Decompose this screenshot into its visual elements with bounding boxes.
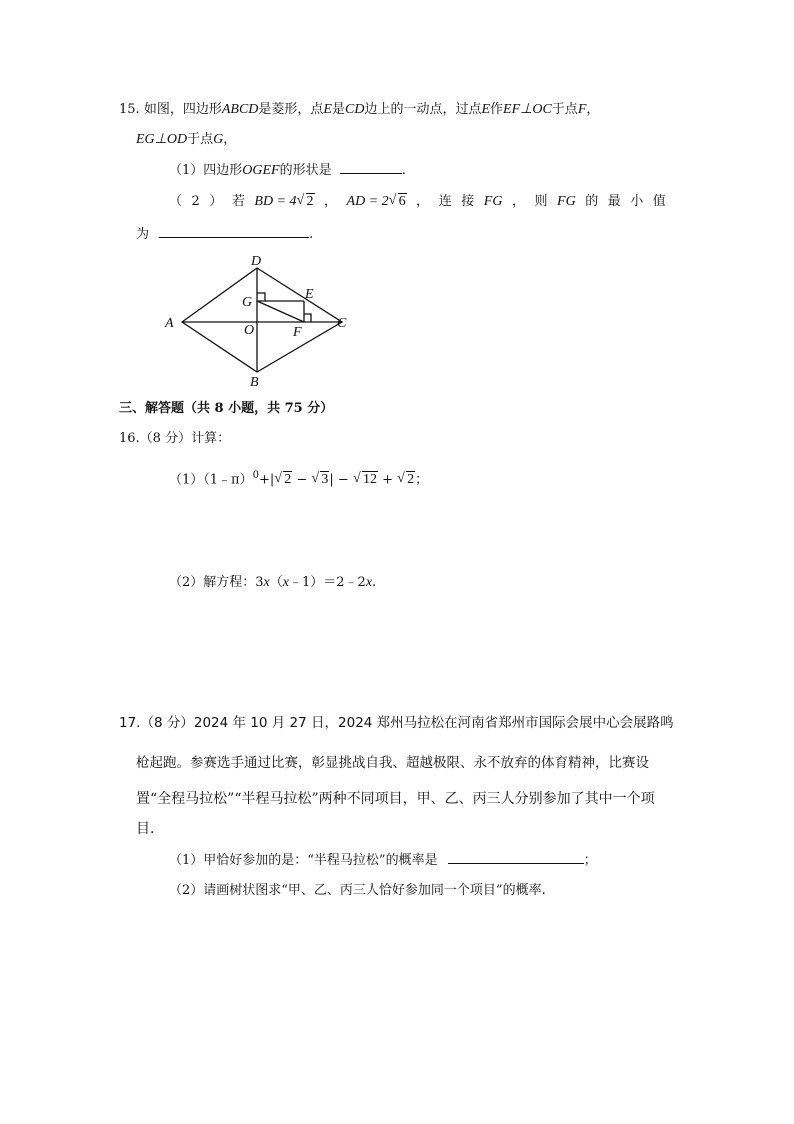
text: 的形状是 <box>279 163 332 178</box>
text: | − <box>329 472 353 488</box>
text: 小 <box>630 194 644 209</box>
math: OGEF <box>242 163 280 178</box>
text: 连 <box>438 194 452 209</box>
text: 为 <box>136 227 150 242</box>
radicand: 3 <box>321 472 329 488</box>
q15-stem-line2 <box>136 131 236 149</box>
math: FG <box>483 194 503 209</box>
radicand: 6 <box>398 194 406 209</box>
math: E <box>323 102 332 117</box>
sqrt: √ 2 <box>296 193 314 209</box>
text: 作 <box>490 102 504 117</box>
text: （1）甲恰好参加的是：“半程马拉松”的概率是 <box>169 853 438 868</box>
math: G <box>213 132 224 147</box>
q16-part2 <box>169 574 376 592</box>
sqrt: √ 3 <box>311 471 329 488</box>
section-title: 三、解答题（共 8 小题，共 75 分） <box>119 401 334 416</box>
q15-part1 <box>169 161 406 180</box>
radicand: 2 <box>306 194 314 209</box>
label-f: F <box>293 325 302 340</box>
q16-part1 <box>169 467 428 489</box>
text: ， <box>324 194 338 209</box>
answer-blank[interactable] <box>340 161 402 174</box>
bd-expression <box>254 193 314 211</box>
text: . <box>372 575 377 590</box>
text: （2）解方程：3 <box>169 575 264 590</box>
q17-line2: 枪起跑。参赛选手通过比赛，彰显挑战自我、超越极限、永不放弃的体育精神，比赛设 <box>136 755 649 771</box>
math: x <box>365 575 373 590</box>
answer-blank[interactable] <box>159 225 309 238</box>
ad-expression <box>347 193 407 211</box>
math: EG⊥OD <box>136 132 188 147</box>
sqrt: √ 2 <box>274 471 292 488</box>
math: CD <box>345 102 365 117</box>
answer-blank[interactable] <box>448 851 584 864</box>
text: 于点 <box>187 132 214 147</box>
label-b: B <box>250 375 259 390</box>
text: + <box>377 472 398 488</box>
right-angle-mark-f <box>304 314 311 322</box>
math: E <box>481 102 491 117</box>
text: ， <box>416 194 430 209</box>
rhombus-abcd <box>182 268 342 372</box>
text: ； <box>583 853 597 868</box>
question-number: 15. <box>119 102 140 117</box>
text: − <box>292 472 312 488</box>
text: 于点 <box>551 102 578 117</box>
math: AD = 2 <box>346 194 389 209</box>
math: x <box>263 575 270 590</box>
label-c: C <box>337 316 347 331</box>
text: ） <box>209 194 223 209</box>
q17-line3: 置“全程马拉松”“半程马拉松”两种不同项目，甲、乙、丙三人分别参加了其中一个项 <box>136 791 655 807</box>
math: F <box>577 102 587 117</box>
label-g: G <box>242 295 253 310</box>
q15-part2-line1 <box>169 193 666 211</box>
text: （1）（1﹣π） <box>169 472 253 488</box>
text: ； <box>415 472 429 488</box>
text: ﹣1）＝2﹣2 <box>289 575 366 590</box>
exponent: 0 <box>252 470 259 481</box>
text: （ <box>169 194 183 209</box>
text: 接 <box>461 194 475 209</box>
text: 最 <box>607 194 621 209</box>
text: 值 <box>652 194 666 209</box>
label-o: O <box>244 323 255 338</box>
q17-part2: （2）请画树状图求“甲、乙、丙三人恰好参加同一个项目”的概率. <box>169 883 546 898</box>
label-d: D <box>251 254 262 269</box>
q17-line1: 17.（8 分）2024 年 10 月 27 日，2024 郑州马拉松在河南省郑州市国际会展中心会展路鸣 <box>119 715 674 731</box>
q15-part2-line2 <box>136 225 313 244</box>
text: 若 <box>231 194 245 209</box>
text: 边上的一动点，过点 <box>364 102 482 117</box>
radicand: 12 <box>362 472 377 488</box>
text: . <box>401 163 406 178</box>
radicand: 2 <box>407 472 415 488</box>
label-e: E <box>305 287 314 302</box>
sqrt: √ 2 <box>397 471 415 488</box>
rhombus-figure <box>160 250 360 390</box>
q17-part1 <box>169 851 597 870</box>
math: FG <box>557 194 576 209</box>
math: BD = 4 <box>254 194 297 209</box>
text: . <box>309 227 314 242</box>
math: EF⊥OC <box>503 102 552 117</box>
text: 如图，四边形 <box>143 102 222 117</box>
sqrt: √ 12 <box>352 471 377 488</box>
text: 2 <box>191 194 200 209</box>
math: x <box>282 575 289 590</box>
text: （ <box>269 575 283 590</box>
radicand: 2 <box>284 472 292 488</box>
label-a: A <box>165 316 174 331</box>
text: +| <box>258 472 275 488</box>
text: ， <box>223 132 237 147</box>
text: 则 <box>534 194 548 209</box>
right-angle-mark-g <box>257 293 265 301</box>
text: 是 <box>331 102 345 117</box>
text: 是菱形，点 <box>258 102 324 117</box>
math: ABCD <box>221 102 259 117</box>
segment-gf <box>257 301 304 322</box>
q16-header: 16.（8 分）计算： <box>119 431 231 446</box>
text: ， <box>586 102 600 117</box>
text: ， <box>511 194 525 209</box>
sqrt: √ 6 <box>388 193 406 209</box>
q15-stem-line1 <box>119 101 599 119</box>
text: 的 <box>585 194 599 209</box>
q17-line4: 目. <box>136 821 155 837</box>
text: （1）四边形 <box>169 163 243 178</box>
